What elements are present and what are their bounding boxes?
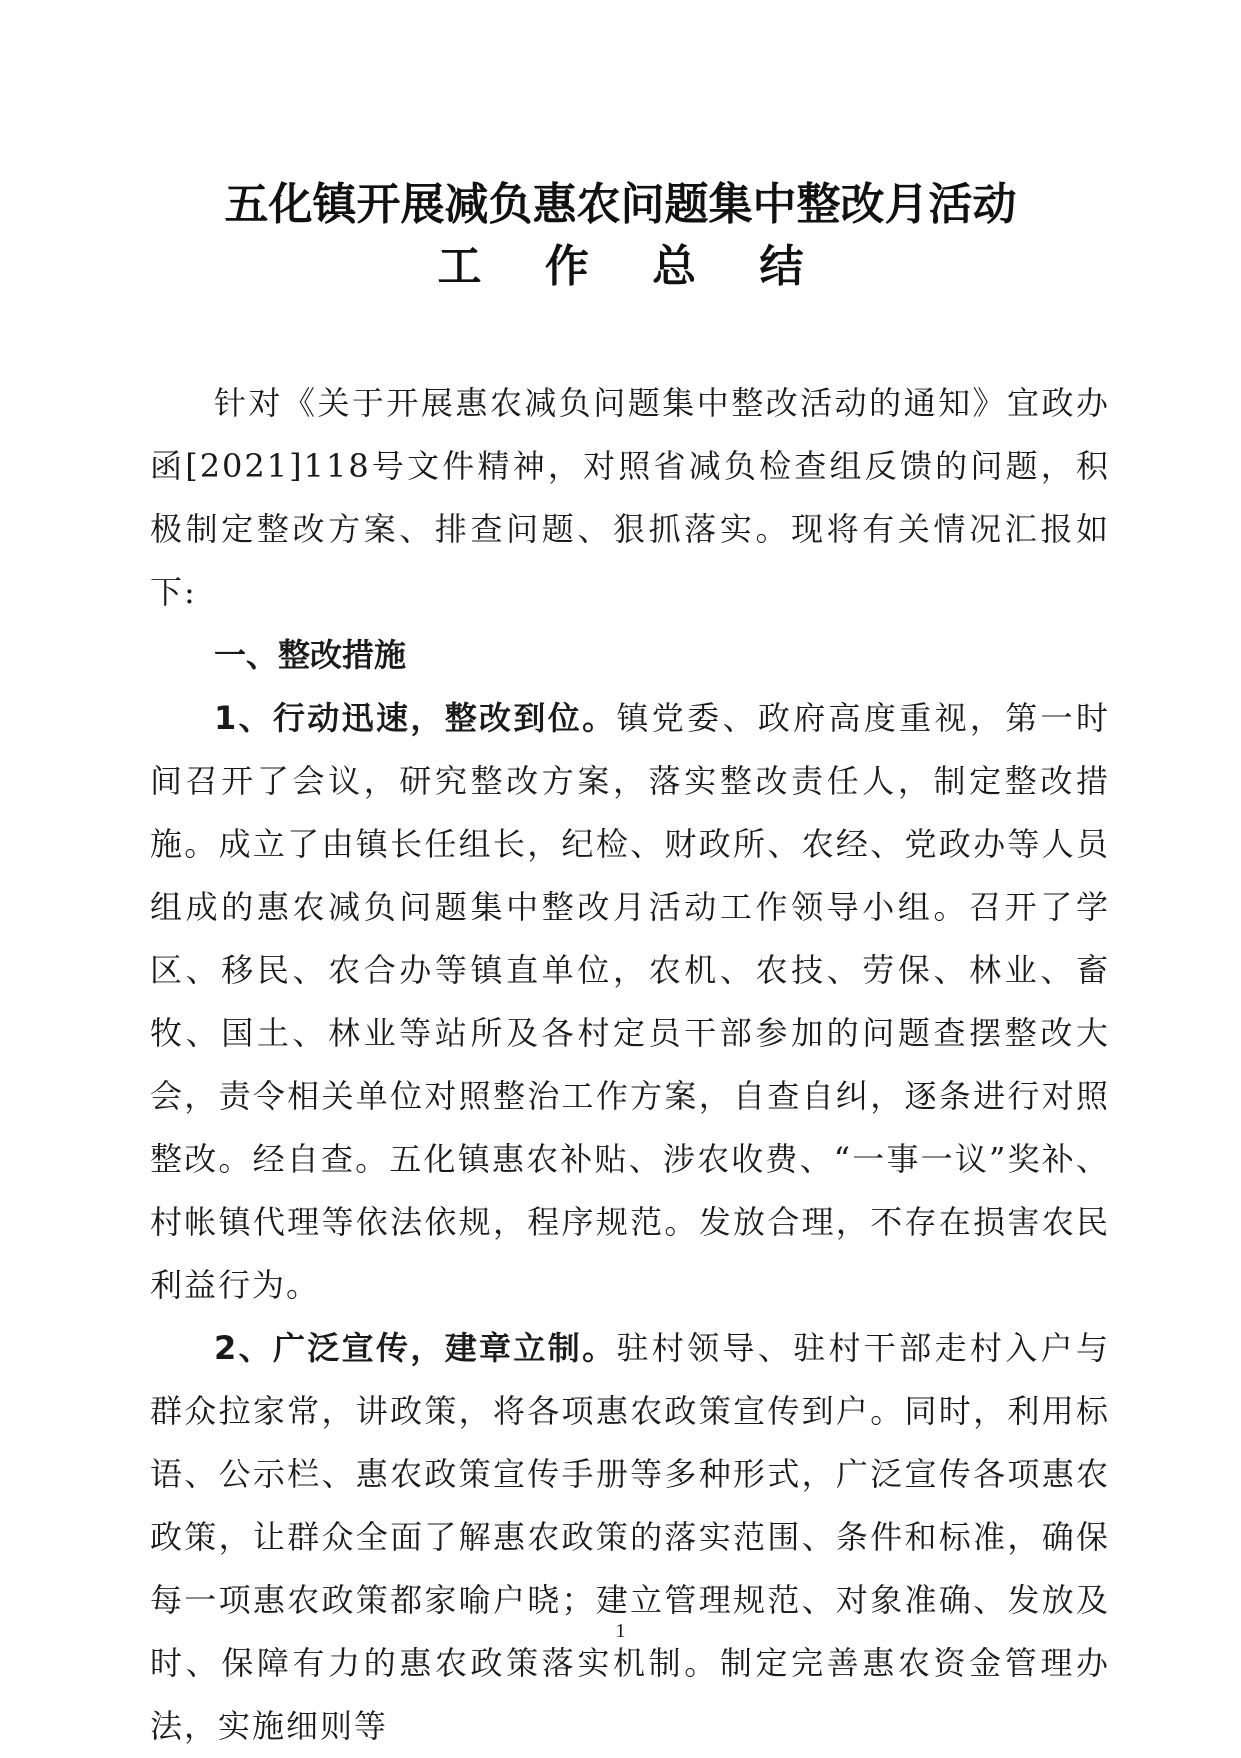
- document-subtitle: 工 作 总 结: [437, 241, 828, 292]
- item-2-paragraph: [150, 1317, 1110, 1758]
- intro-paragraph: 针对《关于开展惠农减负问题集中整改活动的通知》宜政办函[2021]118号文件精神，对照省减负检查组反馈的问题，积极制定整改方案、排查问题、狠抓落实。现将有关情况汇报如下:: [150, 384, 1110, 611]
- page-number: 1: [615, 1620, 626, 1642]
- section-heading: 一、整改措施: [214, 636, 407, 674]
- item-1-paragraph: [150, 687, 1110, 1317]
- item-1-text: 镇党委、政府高度重视，第一时间召开了会议，研究整改方案，落实整改责任人，制定整改措施。成立了由镇长任组长，纪检、财政所、农经、党政办等人员组成的惠农减负问题集中整改月活动工作领导小组。召开了学区、移民、农合办等镇直单位，农机、农技、劳保、林业、畜牧、国土、林业等站所及各村定员干部参加的问题查摆整改大会，责令相关单位对照整治工作方案，自查自纠，逐条进行对照整改。经自查。五化镇惠农补贴、涉农收费、“一事一议”奖补、村帐镇代理等依法依规，程序规范。发放合理，不存在损害农民利益行为。: [150, 699, 1110, 1304]
- item-2-text: 驻村领导、驻村干部走村入户与群众拉家常，讲政策，将各项惠农政策宣传到户。同时，利用标语、公示栏、惠农政策宣传手册等多种形式，广泛宣传各项惠农政策，让群众全面了解惠农政策的落实范围、条件和标准，确保每一项惠农政策都家喻户晓；建立管理规范、对象准确、发放及时、保障有力的惠农政策落实机制。制定完善惠农资金管理办法，实施细则等: [150, 1329, 1110, 1745]
- item-2-lead: 2、广泛宣传，建章立制。: [214, 1329, 617, 1367]
- document-title: 五化镇开展减负惠农问题集中整改月活动: [224, 179, 1017, 230]
- item-1-lead: 1、行动迅速，整改到位。: [214, 699, 617, 737]
- document-body: [150, 372, 1110, 1758]
